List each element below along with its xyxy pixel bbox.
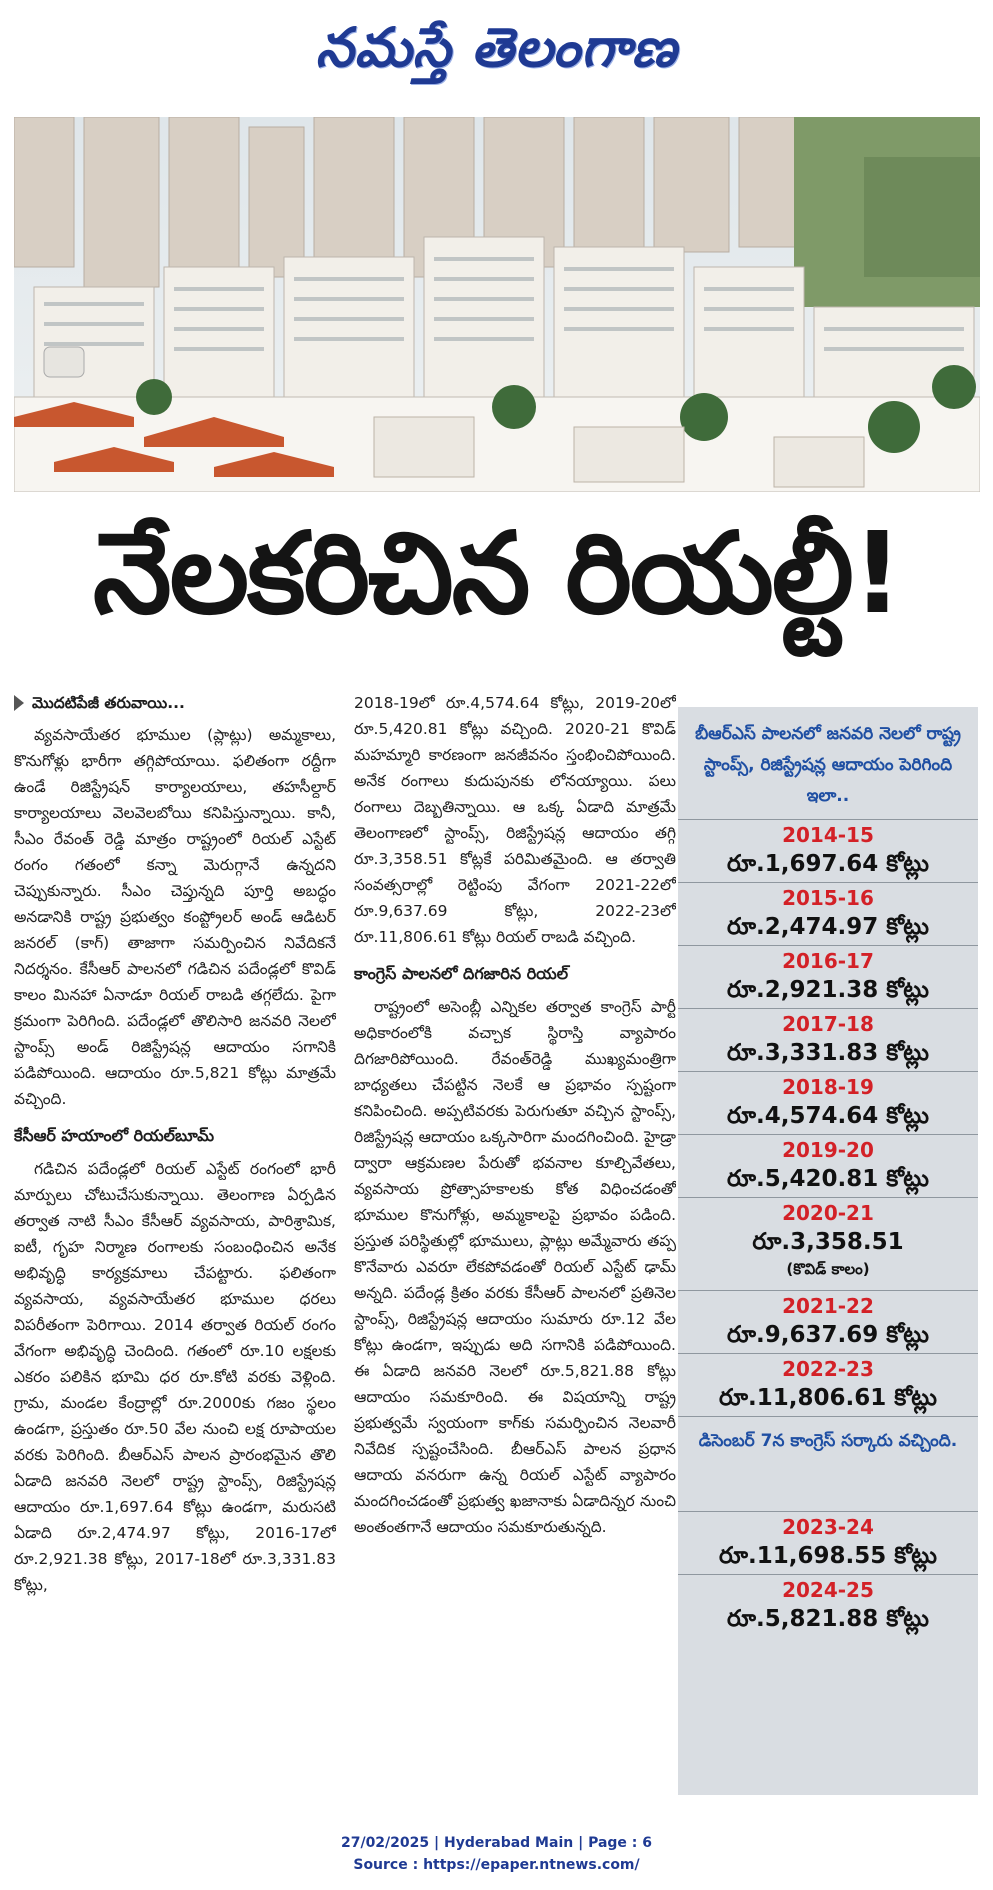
cityscape-photo: [14, 117, 980, 492]
article-paragraph: వ్యవసాయేతర భూముల (ప్లాట్లు) అమ్మకాలు, కొనుగోళ్లు భారీగా తగ్గిపోయాయి. ఫలితంగా రద్దీగా ఉండే రిజిస్ట్రేషన్ కార్యాలయాలు, తహసీల్దార్ కార్యాలయాలు వెలవెలబోయి కనిపిస్తున్నాయి. కానీ, సీఎం రేవంత్ రెడ్డి మాత్రం రాష్ట్రంలో రియల్ ఎస్టేట్ రంగం గతంలో కన్నా మెరుగ్గానే ఉన్నదని చెప్పుకున్నారు. సీఎం చెప్తున్నది పూర్తి అబద్ధం అనడానికి రాష్ట్ర ప్రభుత్వం కంప్ట్రోలర్ అండ్ ఆడిటర్ జనరల్ (కాగ్) తాజాగా సమర్పించిన నివేదికనే నిదర్శనం. కేసీఆర్ పాలనలో గడిచిన పదేండ్లలో కొవిడ్ కాలం మినహా ఏనాడూ రియల్ రాబడి తగ్గలేదు. పైగా క్రమంగా పెరిగింది. పదేండ్లలో తొలిసారి జనవరి నెలలో స్టాంప్స్ అండ్ రిజిస్ట్రేషన్ల ఆదాయం సగానికి పడిపోయింది. ఆదాయం రూ.5,821 కోట్లు మాత్రమే వచ్చింది.: [14, 726, 336, 1108]
page-footer: [0, 1832, 993, 1876]
main-headline: నేలకరిచిన రియల్టీ!: [93, 509, 901, 639]
revenue-amount: రూ.5,821.88 కోట్లు: [727, 1606, 929, 1632]
revenue-year: 2019-20: [782, 1138, 874, 1162]
covid-note: (కొవిడ్ కాలం): [786, 1260, 870, 1278]
revenue-row: [678, 1353, 978, 1416]
revenue-amount: రూ.5,420.81 కోట్లు: [727, 1166, 929, 1192]
revenue-row: [678, 882, 978, 945]
revenue-row: [678, 819, 978, 882]
sidebar-heading: బీఆర్ఎస్ పాలనలో జనవరి నెలలో రాష్ట్ర స్టాంప్స్, రిజిస్ట్రేషన్ల ఆదాయం పెరిగింది ఇలా..: [695, 724, 961, 806]
revenue-row: [678, 1008, 978, 1071]
source-link[interactable]: Source : https://epaper.ntnews.com/: [353, 1857, 640, 1873]
continued-marker: [14, 690, 336, 716]
revenue-year: 2024-25: [782, 1578, 874, 1602]
revenue-row: [678, 1197, 978, 1290]
revenue-amount: రూ.4,574.64 కోట్లు: [727, 1103, 929, 1129]
article-paragraph: గడిచిన పదేండ్లలో రియల్ ఎస్టేట్ రంగంలో భారీ మార్పులు చోటుచేసుకున్నాయి. తెలంగాణ ఏర్పడిన తర్వాత నాటి సీఎం కేసీఆర్ వ్యవసాయ, పారిశ్రామిక, ఐటీ, గృహ నిర్మాణ రంగాలకు సంబంధించిన అనేక అభివృద్ధి కార్యక్రమాలు చేపట్టారు. ఫలితంగా వ్యవసాయ, వ్యవసాయేతర భూముల ధరలు విపరీతంగా పెరిగాయి. 2014 తర్వాత రియల్ రంగం వేగంగా అభివృద్ధి చెందింది. గతంలో రూ.10 లక్షలకు ఎకరం పలికిన భూమి ధర రూ.కోటి వరకు వెళ్లింది. గ్రామ, మండల కేంద్రాల్లో రూ.2000కు గజం స్థలం ఉండగా, ప్రస్తుతం రూ.50 వేల నుంచి లక్ష రూపాయల వరకు పెరిగింది. బీఆర్ఎస్ పాలన ప్రారంభమైన తొలి ఏడాది జనవరి నెలలో రాష్ట్ర స్టాంప్స్, రిజిస్ట్రేషన్ల ఆదాయం రూ.1,697.64 కోట్లు ఉండగా, మరుసటి ఏడాది రూ.2,474.97 కోట్లు, 2016-17లో రూ.2,921.38 కోట్లు, 2017-18లో రూ.3,331.83 కోట్లు,: [14, 1160, 336, 1594]
revenue-row: [678, 1134, 978, 1197]
article-column-1: [14, 690, 336, 1820]
article-paragraph: రాష్ట్రంలో అసెంబ్లీ ఎన్నికల తర్వాత కాంగ్రెస్ పార్టీ అధికారంలోకి వచ్చాక స్థిరాస్తి వ్యాపారం దిగజారిపోయింది. రేవంత్‌రెడ్డి ముఖ్యమంత్రిగా బాధ్యతలు చేపట్టిన నెలకే ఆ ప్రభావం స్పష్టంగా కనిపించింది. అప్పటివరకు పెరుగుతూ వచ్చిన స్టాంప్స్, రిజిస్ట్రేషన్ల ఆదాయం ఒక్కసారిగా మందగించింది. హైడ్రా ద్వారా ఆక్రమణల పేరుతో భవనాల కూల్చివేతలు, వ్యవసాయ ప్రోత్సాహకాలకు కోత విధించడంతో భూముల కొనుగోళ్లు, అమ్మకాలపై ప్రభావం పడింది. ప్రస్తుత పరిస్థితుల్లో భూములు, ప్లాట్లు అమ్మేవారు తప్ప కొనేవారు ఎవరూ లేకపోవడంతో రియల్ ఎస్టేట్ ఢామ్ అన్నది. పదేండ్ల క్రితం వరకు కేసీఆర్ పాలనలో ప్రతినెల స్టాంప్స్, రిజిస్ట్రేషన్ల ఆదాయం సుమారు రూ.12 వేల కోట్లు ఉండగా, ఇప్పుడు అది సగానికి పడిపోయింది. ఈ ఏడాది జనవరి నెలలో రూ.5,821.88 కోట్లు ఆదాయం సమకూరింది. ఈ విషయాన్ని రాష్ట్ర ప్రభుత్వమే స్వయంగా కాగ్‌కు సమర్పించిన నెలవారీ నివేదిక స్పష్టంచేసింది. బీఆర్ఎస్ పాలన ప్రధాన ఆదాయ వనరుగా ఉన్న రియల్ ఎస్టేట్ వ్యాపారం మందగించడంతో ప్రభుత్వ ఖజానాకు ఏడాదిన్నర నుంచి అంతంతగానే ఆదాయం సమకూరుతున్నది.: [354, 998, 676, 1536]
triangle-icon: [14, 695, 24, 711]
revenue-year: 2018-19: [782, 1075, 874, 1099]
subheading: కేసీఆర్ హయాంలో రియల్‌బూమ్: [14, 1126, 215, 1145]
revenue-row: [678, 1290, 978, 1353]
revenue-amount: రూ.11,698.55 కోట్లు: [718, 1543, 937, 1569]
revenue-row: [678, 1071, 978, 1134]
revenue-amount: రూ.3,331.83 కోట్లు: [727, 1040, 929, 1066]
revenue-year: 2022-23: [782, 1357, 874, 1381]
continued-label: మొదటిపేజీ తరువాయి...: [32, 694, 185, 712]
revenue-year: 2014-15: [782, 823, 874, 847]
revenue-year: 2016-17: [782, 949, 874, 973]
article-column-2: [354, 690, 676, 1820]
subheading: కాంగ్రెస్ పాలనలో దిగజారిన రియల్: [354, 964, 569, 983]
revenue-row: [678, 945, 978, 1008]
revenue-year: 2015-16: [782, 886, 874, 910]
revenue-row: [678, 1511, 978, 1574]
revenue-amount: రూ.2,921.38 కోట్లు: [727, 977, 929, 1003]
revenue-year: 2020-21: [782, 1201, 874, 1225]
revenue-amount: రూ.1,697.64 కోట్లు: [727, 851, 929, 877]
edition-info: 27/02/2025 | Hyderabad Main | Page : 6: [340, 1835, 653, 1851]
cityscape-illustration: [14, 117, 980, 492]
revenue-amount: రూ.3,358.51: [752, 1229, 904, 1255]
revenue-amount: రూ.11,806.61 కోట్లు: [718, 1385, 937, 1411]
masthead-title: నమస్తే తెలంగాణ: [315, 15, 678, 79]
article-paragraph: 2018-19లో రూ.4,574.64 కోట్లు, 2019-20లో రూ.5,420.81 కోట్లు వచ్చింది. 2020-21 కొవిడ్ మహమ్మారి కారణంగా జనజీవనం స్తంభించిపోయింది. అనేక రంగాలు కుదుపునకు లోనయ్యాయి. పలు రంగాలు దెబ్బతిన్నాయి. ఆ ఒక్క ఏడాది మాత్రమే తెలంగాణలో స్టాంప్స్, రిజిస్ట్రేషన్ల ఆదాయం తగ్గి రూ.3,358.51 కోట్లకే పరిమితమైంది. ఆ తర్వాతి సంవత్సరాల్లో రెట్టింపు వేగంగా 2021-22లో రూ.9,637.69 కోట్లు, 2022-23లో రూ.11,806.61 కోట్లు రియల్ రాబడి వచ్చింది.: [354, 694, 676, 946]
revenue-year: 2021-22: [782, 1294, 874, 1318]
revenue-sidebar: [678, 707, 978, 1795]
revenue-amount: రూ.9,637.69 కోట్లు: [727, 1322, 929, 1348]
revenue-amount: రూ.2,474.97 కోట్లు: [727, 914, 929, 940]
masthead: [0, 0, 993, 108]
revenue-row: [678, 1574, 978, 1637]
revenue-year: 2017-18: [782, 1012, 874, 1036]
article-body: [14, 690, 676, 1820]
congress-note: డిసెంబర్ 7న కాంగ్రెస్ సర్కారు వచ్చింది.: [678, 1416, 978, 1511]
revenue-year: 2023-24: [782, 1515, 874, 1539]
